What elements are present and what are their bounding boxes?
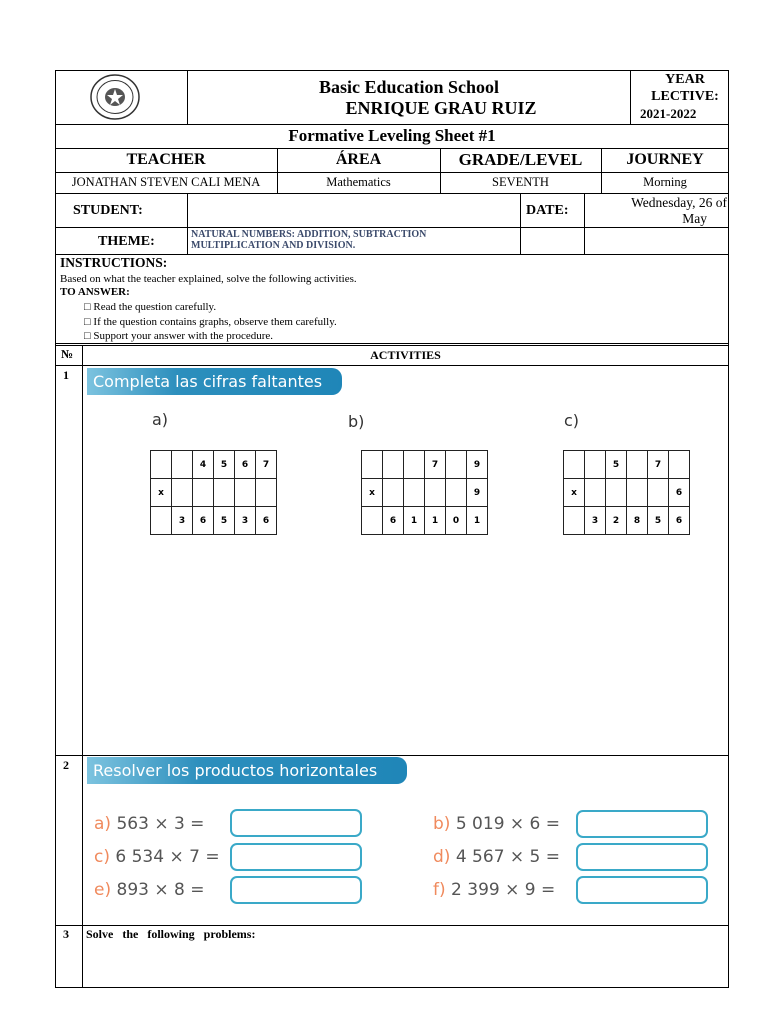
product-f — [433, 880, 555, 900]
grid-cell-empty[interactable] — [362, 507, 383, 535]
grid-cell-empty[interactable] — [627, 479, 648, 507]
grid-row — [564, 451, 690, 479]
divider — [82, 345, 83, 988]
product-letter: b) — [433, 814, 451, 834]
divider — [55, 755, 729, 756]
number-header: № — [61, 347, 74, 361]
grid-cell-empty[interactable] — [669, 451, 690, 479]
grid-cell-empty[interactable] — [172, 479, 193, 507]
bullet-icon: □ — [84, 301, 91, 313]
instruction-item — [84, 315, 337, 330]
grid-cell: 6 — [256, 507, 277, 535]
theme-line: NATURAL NUMBERS: ADDITION, SUBTRACTION — [191, 229, 427, 240]
grid-row — [151, 479, 277, 507]
product-c — [94, 847, 220, 867]
grid-cell: 3 — [235, 507, 256, 535]
area-label: ÁREA — [335, 151, 382, 168]
grid-cell-empty[interactable] — [446, 479, 467, 507]
grid-cell: x — [362, 479, 383, 507]
grid-row — [362, 451, 488, 479]
grid-cell: 5 — [214, 507, 235, 535]
instruction-list — [84, 300, 337, 344]
grid-row — [564, 479, 690, 507]
divider — [55, 193, 729, 194]
bullet-icon: □ — [84, 330, 91, 342]
grid-cell-empty[interactable] — [585, 451, 606, 479]
product-expression: 2 399 × 9 = — [445, 880, 556, 900]
grid-cell-empty[interactable] — [564, 507, 585, 535]
digit-grid-a — [150, 450, 277, 535]
grid-row — [362, 479, 488, 507]
school-subname: ENRIQUE GRAU RUIZ — [345, 98, 537, 118]
grid-cell-empty[interactable] — [404, 451, 425, 479]
grid-cell-empty[interactable] — [193, 479, 214, 507]
theme-value — [191, 229, 426, 251]
product-expression: 6 534 × 7 = — [109, 847, 220, 867]
divider — [55, 227, 729, 228]
theme-label: THEME: — [98, 234, 155, 249]
product-expression: 5 019 × 6 = — [450, 814, 561, 834]
journey-value: Morning — [643, 175, 687, 189]
grid-cell-empty[interactable] — [585, 479, 606, 507]
divider — [55, 365, 729, 366]
journey-label: JOURNEY — [626, 151, 704, 168]
grid-cell-empty[interactable] — [648, 479, 669, 507]
product-expression: 563 × 3 = — [111, 814, 205, 834]
product-e — [94, 880, 204, 900]
grid-cell: 0 — [446, 507, 467, 535]
year-value: 2021-2022 — [640, 106, 697, 121]
instruction-text: If the question contains graphs, observe them carefully. — [90, 315, 337, 328]
grade-label: GRADE/LEVEL — [458, 150, 583, 169]
answer-area[interactable] — [86, 945, 726, 985]
grid-cell-empty[interactable] — [151, 507, 172, 535]
instructions-title: INSTRUCTIONS: — [60, 255, 168, 270]
sheet-title: Formative Leveling Sheet #1 — [288, 126, 496, 145]
year-label: YEAR — [665, 72, 705, 87]
grid-label-b: b) — [348, 412, 365, 431]
grid-cell: 2 — [606, 507, 627, 535]
divider — [520, 193, 521, 254]
grid-cell-empty[interactable] — [606, 479, 627, 507]
grid-cell: 6 — [235, 451, 256, 479]
grid-cell: x — [564, 479, 585, 507]
grid-cell: 5 — [214, 451, 235, 479]
product-letter: c) — [94, 847, 110, 867]
grid-cell-empty[interactable] — [151, 451, 172, 479]
product-letter: a) — [94, 814, 112, 834]
grid-cell: 4 — [193, 451, 214, 479]
school-name: Basic Education School — [318, 77, 500, 97]
date-line: Wednesday, 26 of — [631, 195, 727, 210]
instruction-text: Read the question carefully. — [90, 301, 217, 313]
answer-box-a[interactable] — [230, 809, 362, 837]
grid-label-a: a) — [152, 410, 169, 429]
activities-header: ACTIVITIES — [370, 348, 441, 362]
grid-cell: 7 — [648, 451, 669, 479]
instruction-item — [84, 329, 337, 344]
grid-label-c: c) — [564, 411, 580, 430]
activity-number: 3 — [63, 927, 69, 941]
date-value — [586, 195, 729, 227]
answer-box-e[interactable] — [230, 876, 362, 904]
activity-number: 1 — [63, 368, 69, 382]
answer-box-c[interactable] — [230, 843, 362, 871]
grid-cell-empty[interactable] — [383, 451, 404, 479]
product-b — [433, 814, 560, 834]
grid-cell: 5 — [606, 451, 627, 479]
grid-cell: 7 — [256, 451, 277, 479]
grid-cell: 6 — [669, 479, 690, 507]
grid-cell-empty[interactable] — [235, 479, 256, 507]
divider — [55, 124, 729, 125]
grade-value: SEVENTH — [492, 175, 549, 189]
divider — [55, 345, 729, 346]
teacher-label: TEACHER — [126, 151, 206, 168]
grid-cell-empty[interactable] — [404, 479, 425, 507]
instructions-text: Based on what the teacher explained, solve the following activities. — [60, 273, 357, 285]
grid-cell: 1 — [467, 507, 488, 535]
grid-row — [151, 507, 277, 535]
date-label: DATE: — [526, 203, 569, 218]
grid-cell-empty[interactable] — [362, 451, 383, 479]
grid-cell: 3 — [585, 507, 606, 535]
year-label: LECTIVE: — [651, 89, 719, 104]
digit-grid-b — [361, 450, 488, 535]
product-letter: e) — [94, 880, 112, 900]
instruction-text: Support your answer with the procedure. — [90, 330, 274, 342]
grid-cell-empty[interactable] — [172, 451, 193, 479]
grid-cell-empty[interactable] — [256, 479, 277, 507]
divider — [584, 193, 585, 254]
activity-3-text: Solve the following problems: — [86, 927, 256, 941]
grid-cell-empty[interactable] — [564, 451, 585, 479]
grid-cell: 6 — [193, 507, 214, 535]
divider — [55, 343, 729, 344]
instruction-item — [84, 300, 337, 315]
product-a — [94, 814, 204, 834]
answer-box-d[interactable] — [576, 843, 708, 871]
theme-line: MULTIPLICATION AND DIVISION. — [191, 240, 356, 251]
grid-cell-empty[interactable] — [627, 451, 648, 479]
divider — [55, 172, 729, 173]
product-letter: d) — [433, 847, 451, 867]
grid-cell: 8 — [627, 507, 648, 535]
grid-cell: 3 — [172, 507, 193, 535]
product-letter: f) — [433, 880, 446, 900]
grid-cell: x — [151, 479, 172, 507]
grid-cell-empty[interactable] — [383, 479, 404, 507]
grid-cell-empty[interactable] — [425, 479, 446, 507]
grid-cell: 5 — [648, 507, 669, 535]
activity-banner: Resolver los productos horizontales — [87, 757, 407, 784]
to-answer-label: TO ANSWER: — [60, 286, 130, 298]
bullet-icon: □ — [84, 315, 91, 328]
product-expression: 893 × 8 = — [111, 880, 205, 900]
student-label: STUDENT: — [73, 203, 143, 218]
divider — [55, 148, 729, 149]
teacher-name: JONATHAN STEVEN CALI MENA — [71, 175, 261, 189]
activity-banner: Completa las cifras faltantes — [87, 368, 342, 395]
grid-cell: 1 — [425, 507, 446, 535]
grid-row — [362, 507, 488, 535]
grid-cell: 7 — [425, 451, 446, 479]
divider — [55, 925, 729, 926]
grid-cell: 9 — [467, 451, 488, 479]
grid-cell: 1 — [404, 507, 425, 535]
date-line: May — [682, 211, 707, 226]
grid-cell: 6 — [669, 507, 690, 535]
school-seal-logo — [88, 73, 142, 121]
grid-row — [564, 507, 690, 535]
divider — [187, 193, 188, 254]
grid-cell-empty[interactable] — [214, 479, 235, 507]
product-expression: 4 567 × 5 = — [450, 847, 561, 867]
grid-cell: 9 — [467, 479, 488, 507]
grid-row — [151, 451, 277, 479]
answer-box-b[interactable] — [576, 810, 708, 838]
area-value: Mathematics — [326, 175, 391, 189]
grid-cell: 6 — [383, 507, 404, 535]
grid-cell-empty[interactable] — [446, 451, 467, 479]
product-d — [433, 847, 560, 867]
activity-number: 2 — [63, 758, 69, 772]
digit-grid-c — [563, 450, 690, 535]
student-name-field[interactable] — [189, 195, 519, 227]
answer-box-f[interactable] — [576, 876, 708, 904]
